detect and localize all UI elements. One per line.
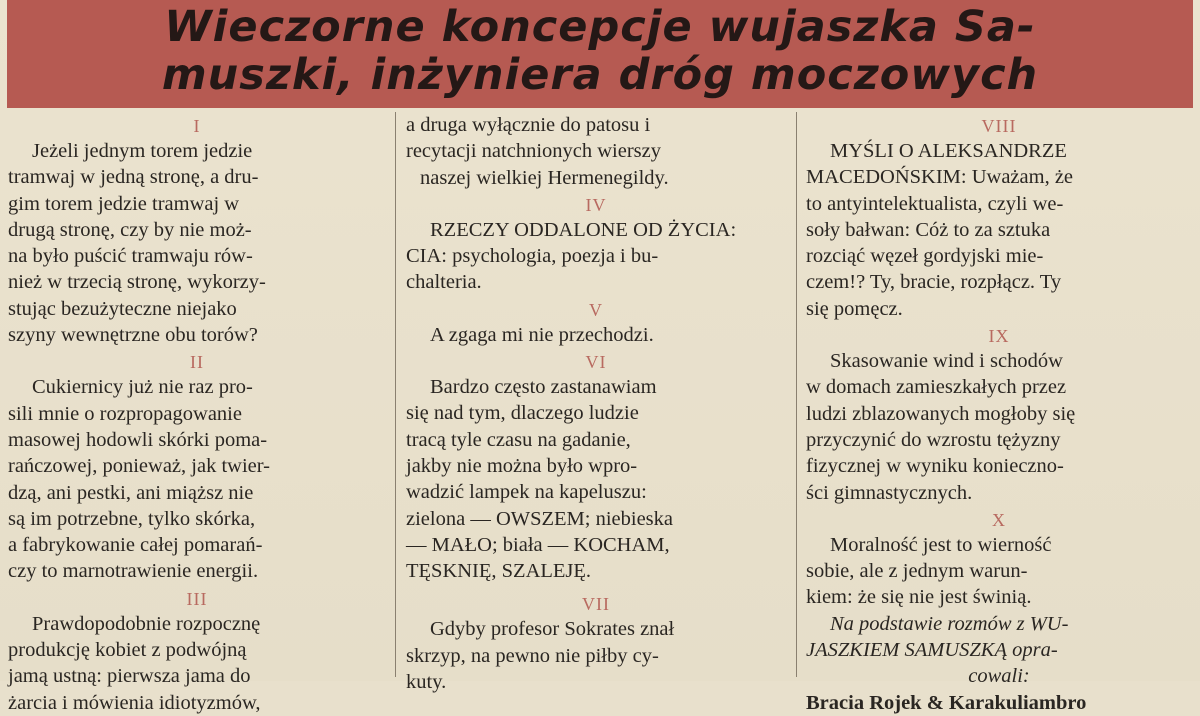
column-2	[406, 112, 786, 694]
column-3	[806, 112, 1192, 714]
text-line: kiem: że się nie jest świnią.	[806, 586, 1032, 609]
text-line: — MAŁO; biała — KOCHAM,	[406, 533, 670, 556]
text-line: naszej wielkiej Hermenegildy.	[420, 166, 669, 189]
section-number: V	[589, 299, 603, 320]
text-line: to antyintelektualista, czyli we-	[806, 192, 1064, 215]
title-banner	[7, 0, 1193, 108]
text-line: Bardzo często zastanawiam	[430, 376, 657, 399]
credit-line: JASZKIEM SAMUSZKĄ opra-	[806, 639, 1058, 662]
text-line: masowej hodowli skórki poma-	[8, 428, 268, 451]
text-line: Moralność jest to wierność	[830, 533, 1052, 556]
column-divider	[395, 112, 396, 677]
text-line: kuty.	[406, 671, 447, 694]
section-number: IV	[585, 194, 607, 215]
author-signature: Bracia Rojek & Karakuliambro	[806, 691, 1087, 714]
headline-line-2: muszki, inżyniera dróg moczowych	[161, 50, 1039, 100]
text-line: gim torem jedzie tramwaj w	[8, 192, 240, 215]
text-line: a druga wyłącznie do patosu i	[406, 114, 651, 136]
text-line: ludzi zblazowanych mogłoby się	[806, 402, 1076, 425]
credit-line: Na podstawie rozmów z WU-	[830, 612, 1069, 635]
text-line: stując bezużyteczne niejako	[8, 297, 237, 320]
section-number: II	[190, 352, 204, 373]
section-number: VII	[582, 594, 610, 615]
text-line: rańczowej, ponieważ, jak twier-	[8, 455, 270, 478]
column-divider	[796, 112, 797, 677]
text-line: fizycznej w wyniku konieczno-	[806, 455, 1064, 478]
text-line: a fabrykowanie całej pomarań-	[8, 534, 263, 557]
text-line: przyczynić do wzrostu tężyzny	[806, 428, 1061, 451]
text-line: A zgaga mi nie przechodzi.	[430, 323, 654, 346]
text-line: MACEDOŃSKIM: Uważam, że	[806, 166, 1074, 189]
text-line: tracą tyle czasu na gadanie,	[406, 428, 631, 451]
section-number: VIII	[981, 116, 1017, 136]
column-1	[8, 112, 386, 714]
text-line: na było puścić tramwaju rów-	[8, 245, 253, 268]
text-line: soły bałwan: Cóż to za sztuka	[806, 218, 1051, 241]
text-line: nież w trzecią stronę, wykorzy-	[8, 271, 266, 294]
section-number: IX	[988, 326, 1010, 347]
text-line: Jeżeli jednym torem jedzie	[32, 140, 253, 162]
text-line: rozciąć węzeł gordyjski mie-	[806, 245, 1044, 268]
text-line: CIA: psychologia, poezja i bu-	[406, 245, 659, 268]
text-line: szyny wewnętrzne obu torów?	[8, 324, 258, 347]
headline-line-1: Wieczorne koncepcje wujaszka Sa-	[164, 2, 1036, 52]
text-line: się pomęcz.	[806, 297, 903, 320]
text-line: wadzić lampek na kapeluszu:	[406, 481, 647, 504]
text-line: drugą stronę, czy by nie moż-	[8, 218, 252, 241]
text-line: czy to marnotrawienie energii.	[8, 560, 259, 583]
text-line: w domach zamieszkałych przez	[806, 376, 1067, 399]
text-line: czem!? Ty, bracie, rozpłącz. Ty	[806, 271, 1062, 294]
text-line: tramwaj w jedną stronę, a dru-	[8, 166, 259, 189]
section-number: I	[193, 116, 201, 136]
text-line: żarcia i mówienia idiotyzmów,	[8, 691, 261, 714]
text-line: ści gimnastycznych.	[806, 481, 973, 504]
text-line: są im potrzebne, tylko skórka,	[8, 507, 256, 530]
text-line: Skasowanie wind i schodów	[830, 350, 1063, 373]
text-line: się nad tym, dlaczego ludzie	[406, 402, 639, 425]
text-line: jakby nie można było wpro-	[406, 454, 638, 477]
text-line: produkcję kobiet z podwójną	[8, 639, 247, 662]
text-line: RZECZY ODDALONE OD ŻYCIA:	[430, 218, 737, 241]
text-line: jamą ustną: pierwsza jama do	[8, 665, 251, 688]
section-number: VI	[585, 352, 607, 373]
text-line: Prawdopodobnie rozpocznę	[32, 612, 261, 635]
text-line: Cukiernicy już nie raz pro-	[32, 376, 253, 399]
text-line: chalteria.	[406, 271, 482, 294]
text-line: skrzyp, na pewno nie piłby cy-	[406, 644, 659, 667]
text-line: sobie, ale z jednym warun-	[806, 560, 1028, 583]
text-line: TĘSKNIĘ, SZALEJĘ.	[406, 560, 592, 583]
section-number: III	[186, 588, 208, 609]
text-line: MYŚLI O ALEKSANDRZE	[830, 140, 1067, 162]
text-line: sili mnie o rozpropagowanie	[8, 402, 242, 425]
text-line: dzą, ani pestki, ani miąższ nie	[8, 481, 254, 504]
section-number: X	[992, 509, 1006, 530]
text-line: Gdyby profesor Sokrates znał	[430, 618, 675, 641]
credit-line: cowali:	[968, 665, 1030, 688]
text-line: recytacji natchnionych wierszy	[406, 140, 661, 163]
text-line: zielona — OWSZEM; niebieska	[406, 507, 674, 530]
